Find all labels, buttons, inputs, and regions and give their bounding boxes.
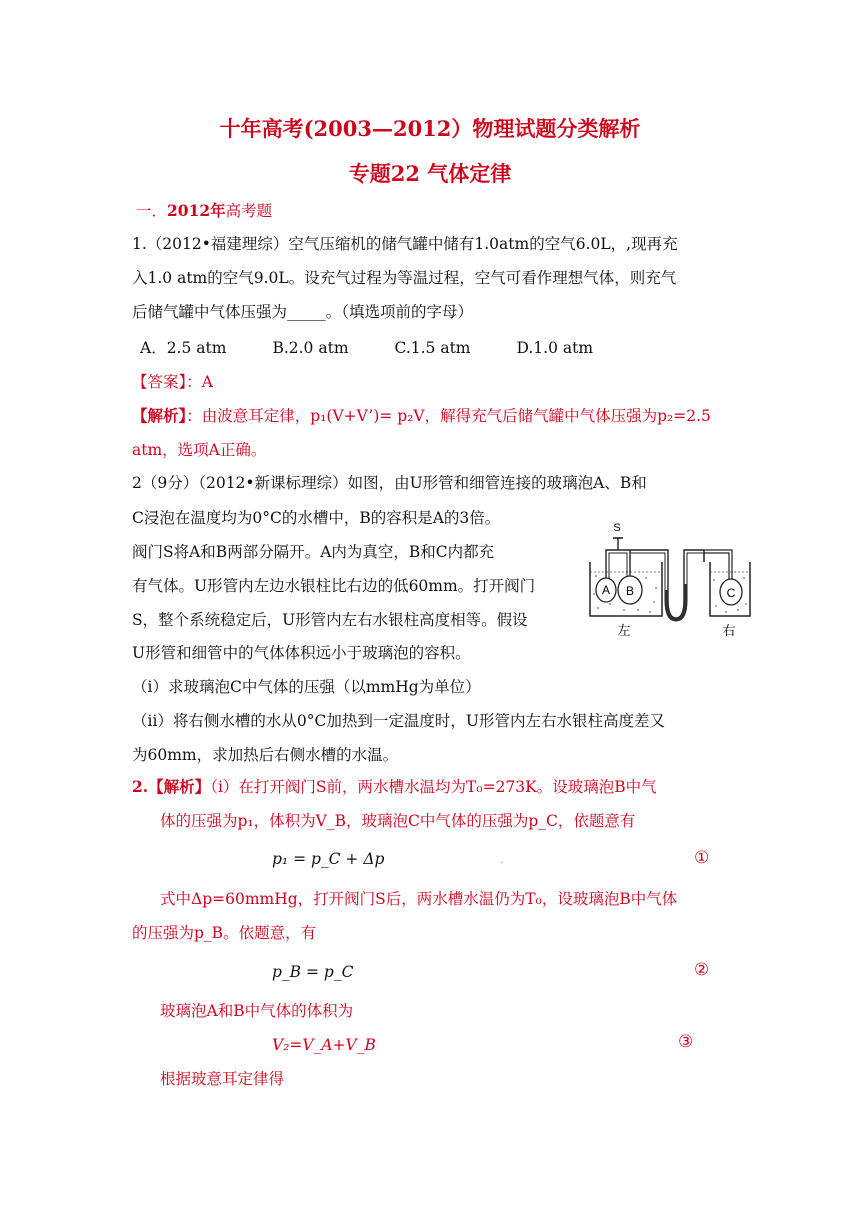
bulb-b-label: B bbox=[625, 584, 635, 598]
q2-subquestion-2-line-1: （ii）将右侧水槽的水从0°C加热到一定温度时，U形管内左右水银柱高度差又 bbox=[132, 712, 665, 730]
document-title: 十年高考(2003—2012）物理试题分类解析 bbox=[219, 116, 641, 141]
q2-text-line-5: S，整个系统稳定后，U形管内左右水银柱高度相等。假设 bbox=[132, 611, 528, 629]
equation-marker-1: ① bbox=[694, 848, 710, 868]
q2-subquestion-2-line-2: 为60mm，求加热后右侧水槽的水温。 bbox=[132, 746, 399, 764]
q1-analysis-label: 【解析】 bbox=[132, 406, 187, 425]
equation-marker-2: ② bbox=[694, 960, 710, 980]
q1-analysis-line-2: atm，选项A正确。 bbox=[132, 441, 267, 459]
solution-line-1 bbox=[132, 776, 657, 798]
apparatus-diagram bbox=[586, 518, 754, 640]
section-title-rest: 高考题 bbox=[225, 202, 273, 220]
solution-line-2: 体的压强为p₁，体积为V_B，玻璃泡C中气体的压强为p_C，依题意有 bbox=[160, 812, 636, 830]
equation-2: p_B = p_C bbox=[272, 963, 354, 981]
q1-analysis-line-1 bbox=[132, 405, 711, 427]
q2-text-line-6: U形管和细管中的气体体积远小于玻璃泡的容积。 bbox=[132, 644, 471, 662]
q1-answer: 【答案】：A bbox=[132, 373, 213, 391]
left-side-label: 左 bbox=[617, 624, 631, 639]
q1-option-c: C.1.5 atm bbox=[394, 339, 471, 357]
bulb-a-label: A bbox=[601, 583, 611, 597]
right-side-label: 右 bbox=[722, 624, 736, 639]
equation-3: V₂=V_A+V_B bbox=[272, 1036, 376, 1054]
q1-option-a: A．2.5 atm bbox=[140, 339, 227, 357]
q1-text-line-3: 后储气罐中气体压强为_____。（填选项前的字母） bbox=[132, 303, 474, 321]
valve-label: S bbox=[613, 522, 621, 534]
q1-option-b: B.2.0 atm bbox=[272, 339, 349, 357]
equation-marker-3: ③ bbox=[678, 1032, 694, 1052]
q1-option-d: D.1.0 atm bbox=[516, 339, 594, 357]
q1-text-line-2: 入1.0 atm的空气9.0L。设充气过程为等温过程，空气可看作理想气体，则充气 bbox=[132, 269, 677, 287]
solution-text-1: （i）在打开阀门S前，两水槽水温均为T₀=273K。设玻璃泡B中气 bbox=[210, 778, 657, 796]
solution-heading: 2.【解析】 bbox=[132, 777, 211, 796]
equation-1-dot: . bbox=[500, 855, 504, 866]
equation-1: p₁ = p_C + Δp bbox=[272, 850, 385, 868]
solution-line-4: 的压强为p_B。依题意，有 bbox=[132, 924, 317, 942]
section-number: 一． bbox=[136, 202, 168, 220]
solution-line-3: 式中Δp=60mmHg，打开阀门S后，两水槽水温仍为T₀，设玻璃泡B中气体 bbox=[160, 890, 678, 908]
q1-options bbox=[140, 337, 639, 359]
solution-line-5: 玻璃泡A和B中气体的体积为 bbox=[160, 1002, 354, 1020]
q2-subquestion-1: （i）求玻璃泡C中气体的压强（以mmHg为单位） bbox=[132, 678, 481, 696]
q2-text-line-1: 2（9分）（2012•新课标理综）如图，由U形管和细管连接的玻璃泡A、B和 bbox=[132, 474, 647, 492]
q2-text-line-4: 有气体。U形管内左边水银柱比右边的低60mm。打开阀门 bbox=[132, 577, 536, 595]
q2-text-line-2: C浸泡在温度均为0°C的水槽中，B的容积是A的3倍。 bbox=[132, 509, 501, 527]
q1-text-line-1: 1.（2012•福建理综）空气压缩机的储气罐中储有1.0atm的空气6.0L，,现再充 bbox=[132, 235, 678, 253]
solution-line-6: 根据玻意耳定律得 bbox=[160, 1070, 285, 1088]
u-tube-apparatus-figure bbox=[586, 518, 754, 640]
q1-analysis-text: ：由波意耳定律，p₁(V+V’)= p₂V，解得充气后储气罐中气体压强为p₂=2.5 bbox=[186, 407, 711, 425]
bulb-c-label: C bbox=[726, 586, 736, 600]
section-heading bbox=[136, 200, 272, 222]
topic-subtitle: 专题22 气体定律 bbox=[348, 161, 512, 186]
section-year: 2012年 bbox=[167, 201, 226, 220]
q2-text-line-3: 阀门S将A和B两部分隔开。A内为真空，B和C内都充 bbox=[132, 543, 495, 561]
